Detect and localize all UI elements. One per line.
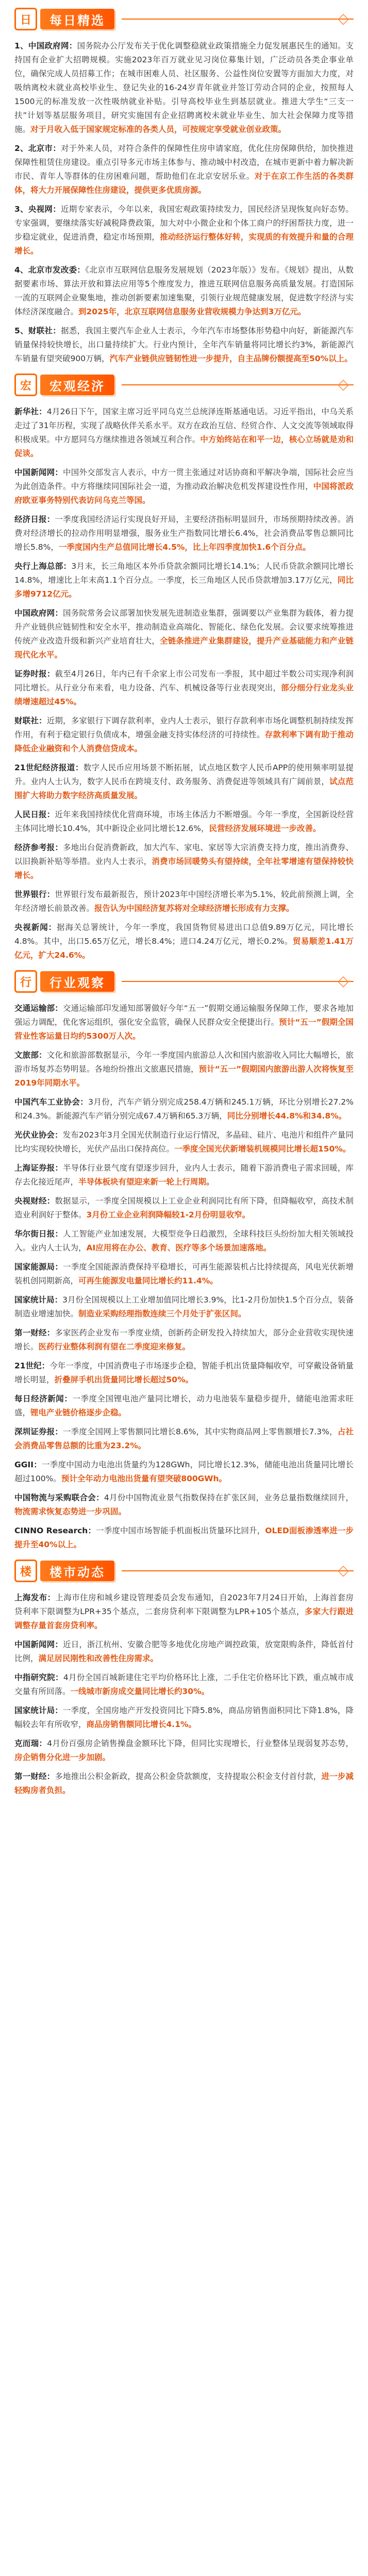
article-highlight: 中国将派政府欧亚事务特别代表访问乌克兰等国。 xyxy=(14,482,354,505)
article-source: 财联社： xyxy=(14,716,47,725)
article-highlight: 制造业采购经理指数连续三个月处于扩张区间。 xyxy=(78,1309,246,1318)
article-highlight: 3月份工业企业利润降幅较1-2月份明显收窄。 xyxy=(86,1210,250,1219)
article-body: 交通运输部印发通知部署做好今年“五一”假期交通运输服务保障工作，要求各地加强运力调配，优化客运组织，强化安全监管，确保人民群众安全便捷出行。 xyxy=(14,1004,354,1027)
article-source: 克而瑞： xyxy=(14,1739,47,1748)
section-header xyxy=(14,1556,354,1586)
article-highlight: 存款利率下调有助于推动降低企业融资和个人消费信贷成本。 xyxy=(14,730,354,753)
article-source: 深圳证券报： xyxy=(14,1427,63,1436)
article-body: 一季度中国市场智能手机面板出货量环比回升， xyxy=(96,1526,265,1535)
article-highlight: 同比分别增长44.8%和34.8%。 xyxy=(227,1111,347,1121)
article-body: 4月份百强房企销售操盘金额环比下降，但同比实现增长，行业整体呈现弱复苏态势， xyxy=(47,1739,354,1748)
article-source: 每日经济新闻： xyxy=(14,1394,73,1403)
article-highlight: 试点范围扩大将助力数字经济高质量发展。 xyxy=(14,777,354,800)
article-body: 世界银行发布最新报告，预计2023年中国经济增长率为5.1%，较此前预测上调，全年经济增长前景改善。 xyxy=(14,890,354,913)
article-highlight: 对于月收入低于国家规定标准的各类人员，可按规定享受就业创业政策。 xyxy=(30,125,287,134)
article-highlight: 消费市场回暖势头有望持续，全年社零增速有望保持较快增长。 xyxy=(14,857,354,880)
article-body: 一季度全国锂电池产量同比增长，动力电池装车量稳步提升，储能电池需求旺盛， xyxy=(14,1394,354,1417)
article-source: 国家统计局： xyxy=(14,1295,63,1304)
article-highlight: 部分细分行业龙头业绩增速超过45%。 xyxy=(14,683,354,706)
section-daily xyxy=(14,4,354,366)
article-highlight: 可再生能源发电量同比增长约11.4%。 xyxy=(78,1276,218,1285)
article-highlight: 贸易顺差1.41万亿元，扩大24.6%。 xyxy=(14,937,354,960)
article-item xyxy=(14,1770,354,1798)
header-divider xyxy=(122,1570,354,1571)
article-source: 2、北京市： xyxy=(14,144,61,153)
article-highlight: AI应用将在办公、教育、医疗等多个场景加速落地。 xyxy=(86,1243,272,1252)
article-item xyxy=(14,921,354,962)
diamond-icon: ◇ xyxy=(338,376,349,393)
article-body: 今年一季度，中国消费电子市场逐步企稳，智能手机出货量降幅收窄，可穿戴设备销量增长明显， xyxy=(14,1361,354,1384)
article-body: 近日，浙江杭州、安徽合肥等多地优化房地产调控政策，放宽限购条件，降低首付比例， xyxy=(14,1640,354,1663)
article-source: 第一财经： xyxy=(14,1328,55,1337)
article-source: 光伏业协会： xyxy=(14,1130,63,1140)
article-item xyxy=(14,560,354,601)
article-source: 中国新闻网： xyxy=(14,1640,63,1649)
article-body: 一季度全国网上零售额同比增长8.6%，其中实物商品网上零售额增长7.3%， xyxy=(62,1427,338,1436)
section-title: 行业观察 xyxy=(40,971,114,992)
article-body: 上海市住房和城乡建设管理委员会发布通知，自2023年7月24日开始，上海首套房贷利率下限调整为LPR+35个基点，二套房贷利率下限调整为LPR+105个基点， xyxy=(14,1593,354,1616)
article-body: 4月份全国百城新建住宅平均价格环比上涨，二手住宅价格环比下跌，重点城市成交量有所回落。 xyxy=(14,1673,354,1696)
article-body: 近年来我国持续优化营商环境，市场主体活力不断增强。今年一季度，全国新设经营主体同比增长10.4%，其中新设企业同比增长12.6%， xyxy=(14,810,354,833)
article-highlight: 一线城市新房成交量同比增长约30%。 xyxy=(70,1687,210,1696)
section-title: 楼市动态 xyxy=(40,1561,114,1581)
article-body: 中国外交部发言人表示，中方一贯主张通过对话协商和平解决争端，国际社会应当为此创造条件。中方将继续同国际社会一道，为推动政治解决危机发挥建设性作用， xyxy=(14,468,354,491)
article-body: 据海关总署统计，今年一季度，我国货物贸易进出口总值9.89万亿元，同比增长4.8%。其中，出口5.65万亿元，增长8.4%；进口4.24万亿元，增长0.2%。 xyxy=(14,923,354,946)
article-source: 世界银行： xyxy=(14,890,55,899)
article-highlight: 一季度全国光伏新增装机规模同比增长超150%。 xyxy=(174,1144,351,1154)
section-icon: 日 xyxy=(14,8,37,30)
article-item xyxy=(14,1048,354,1090)
article-item xyxy=(14,1591,354,1633)
article-highlight: 全链条推进产业集群建设，提升产业基础能力和产业链现代化水平。 xyxy=(14,636,354,659)
article-item xyxy=(14,1392,354,1420)
article-body: 近期，多家银行下调存款利率，业内人士表示，银行存款利率市场化调整机制持续发挥作用，有利于稳定银行负债成本，增强金融支持实体经济的可持续性。 xyxy=(14,716,354,739)
article-item xyxy=(14,1002,354,1043)
article-body: 人工智能产业加速发展，大模型竞争日趋激烈，全球科技巨头纷纷加大相关领域投入。业内人士认为， xyxy=(14,1229,354,1252)
article-item xyxy=(14,1458,354,1486)
section-macro xyxy=(14,370,354,962)
article-source: 央视新闻： xyxy=(14,923,57,932)
article-highlight: 预计全年动力电池出货量有望突破800GWh。 xyxy=(61,1474,227,1483)
article-body: 3月份全国规模以上工业增加值同比增长3.9%，比1-2月份加快1.5个百分点，装备制造业增速加快。 xyxy=(14,1295,354,1318)
article-highlight: 房企销售分化进一步加剧。 xyxy=(14,1753,111,1762)
article-body: 《北京市互联网信息服务发展规划（2023年版）》发布。《规划》提出，从数据要素市场、算法开放和算法应用等5个维度发力，推进互联网信息服务高质量发展。打造国际一流的互联网企业聚集地，推动创新要素加速集聚，引领行业规范健康发展，促进数字经济与实体经济深度融合。 xyxy=(14,265,354,316)
article-source: 上海发布： xyxy=(14,1593,56,1602)
header-divider xyxy=(122,981,354,982)
article-source: GGII： xyxy=(14,1460,42,1469)
article-item xyxy=(14,202,354,258)
article-body: 3月份，汽车产销分别完成258.4万辆和245.1万辆，环比分别增长27.2%和24.3%。新能源汽车产销分别完成67.4万辆和65.3万辆， xyxy=(14,1097,354,1121)
article-source: 国家能源局： xyxy=(14,1262,63,1272)
diamond-icon: ◇ xyxy=(338,10,349,27)
article-body: 近期专家表示，今年以来，我国宏观政策持续发力，国民经济呈现恢复向好态势。专家强调，要继续落实好减税降费政策，加大对中小微企业和个体工商户的纾困帮扶力度，进一步稳定就业，促进消费，稳定市场预期， xyxy=(14,205,354,242)
article-body: 3月末，长三角地区本外币贷款余额同比增长14.1%；人民币贷款余额同比增长14.8%，增速比上年末高1.1个百分点。一季度，长三角地区人民币贷款增加3.17万亿元， xyxy=(14,562,354,585)
article-source: 4、北京市发改委： xyxy=(14,265,86,275)
article-body: 文化和旅游部数据显示，今年一季度国内旅游总人次和国内旅游收入同比大幅增长，旅游市场复苏态势明显。各地纷纷推出文旅惠民措施， xyxy=(14,1050,354,1074)
article-highlight: 汽车产业链供应链韧性进一步提升，自主品牌份额提高至50%以上。 xyxy=(109,354,353,363)
section-header xyxy=(14,4,354,34)
section-icon: 楼 xyxy=(14,1560,37,1582)
section-title: 宏观经济 xyxy=(40,375,114,395)
article-highlight: 推动经济运行整体好转，实现质的有效提升和量的合理增长。 xyxy=(14,232,354,256)
article-item xyxy=(14,714,354,756)
article-body: 截至4月26日，年内已有千余家上市公司发布一季报，其中超过半数公司实现净利润同比增长。从行业分布来看，电力设备、汽车、机械设备等行业表现突出， xyxy=(14,669,354,692)
article-highlight: 医药行业整体利润有望在二季度迎来修复。 xyxy=(38,1342,191,1351)
article-source: 21世纪经济报道： xyxy=(14,763,83,772)
article-body: 一季度全国能源消费保持平稳增长，可再生能源装机占比持续提高，风电光伏新增装机创同期新高， xyxy=(14,1262,354,1285)
article-highlight: 满足居民刚性和改善性住房需求。 xyxy=(38,1654,159,1663)
article-item xyxy=(14,324,354,366)
article-source: 经济参考报： xyxy=(14,843,63,852)
article-highlight: 多家大行跟进调整存量首套房贷利率。 xyxy=(14,1607,354,1630)
article-body: 发布2023年3月全国光伏制造行业运行情况，多晶硅、硅片、电池片和组件产量同比均实现较快增长，光伏产品出口保持高位。 xyxy=(14,1130,354,1154)
section-realestate xyxy=(14,1556,354,1798)
article-source: 1、中国政府网： xyxy=(14,41,77,50)
header-divider xyxy=(122,384,354,385)
article-source: 中国物流与采购联合会： xyxy=(14,1493,104,1502)
article-highlight: 民营经济发展环境进一步改善。 xyxy=(209,824,321,833)
article-source: 经济日报： xyxy=(14,515,55,524)
article-body: 4月份中国物流业景气指数保持在扩张区间，业务总量指数继续回升， xyxy=(104,1493,354,1502)
article-item xyxy=(14,1161,354,1189)
article-item xyxy=(14,1671,354,1699)
article-item xyxy=(14,808,354,836)
article-source: 第一财经： xyxy=(14,1772,55,1781)
article-body: 国务院办公厅发布关于优化调整稳就业政策措施全力促发展惠民生的通知。支持国有企业扩大招聘规模。实施2023年百万就业见习岗位募集计划，广泛动员各类企事业单位，确保完成人员招募工作；在城市困难人员、社区服务、公益性岗位安置等方面加大力度，对吸纳离校未就业高校毕业生、登记失业的16-24岁青年就业并签订劳动合同的企业，按照每人1500元的标准发放一次性吸纳就业补贴。引导高校毕业生到基层就业。推进大学生“三支一扶”计划等基层服务项目，研究实施国有企业招聘离校未就业毕业生、加大社会保障力度等措施。 xyxy=(14,41,354,134)
article-item xyxy=(14,1359,354,1387)
article-item xyxy=(14,1326,354,1354)
article-body: 4月26日下午，国家主席习近平同乌克兰总统泽连斯基通电话。习近平指出，中乌关系走过了31年历程，实现了战略伙伴关系水平。双方在政治互信、经贸合作、人文交流等领域取得积极成果。中方愿同乌方继续推进各领域互利合作。 xyxy=(14,407,354,444)
header-divider xyxy=(122,19,354,20)
article-item xyxy=(14,1737,354,1765)
article-item xyxy=(14,513,354,554)
article-item xyxy=(14,1128,354,1156)
article-source: CINNO Research： xyxy=(14,1526,96,1535)
article-highlight: 中方始终站在和平一边，核心立场就是劝和促谈。 xyxy=(14,435,354,458)
article-body: 对于外来人员，对符合条件的保障性住房申请家庭，优化住房保障供给，加快推进保障性租赁住房建设。重点引导多元市场主体参与、推动城中村改造，在城市更新中着力解决新市民、青年人等群体的住房困难问题，帮助他们在北京安居乐业。 xyxy=(14,144,354,181)
article-item xyxy=(14,405,354,461)
article-highlight: 商品房销售额同比增长4.1%。 xyxy=(86,1720,197,1729)
article-body: 多地出台促消费新政，加大汽车、家电、家居等大宗消费支持力度，推出消费券、以旧换新补贴等举措。业内人士表示， xyxy=(14,843,354,866)
article-highlight: 进一步减轻购房者负担。 xyxy=(14,1772,354,1795)
article-item xyxy=(14,606,354,662)
article-highlight: 报告认为中国经济复苏将对全球经济增长形成有力支撑。 xyxy=(94,904,294,913)
article-body: 一季度，全国房地产开发投资同比下降5.8%，商品房销售面积同比下降1.8%，降幅较去年有所收窄， xyxy=(14,1706,354,1729)
article-item xyxy=(14,1293,354,1321)
article-body: 一季度我国经济运行实现良好开局，主要经济指标明显回升，市场预期持续改善。消费对经济增长的拉动作用明显增强，服务业生产指数同比增长6.4%，社会消费品零售总额同比增长5.8%， xyxy=(14,515,354,552)
article-item xyxy=(14,1638,354,1666)
article-item xyxy=(14,39,354,137)
article-highlight: 占社会消费品零售总额的比重为23.2%。 xyxy=(14,1427,354,1450)
article-source: 3、央视网： xyxy=(14,205,61,214)
article-source: 国家统计局： xyxy=(14,1706,63,1715)
article-highlight: 预计“五一”假期国内旅游出游人次将恢复至2019年同期水平。 xyxy=(14,1064,354,1088)
article-item xyxy=(14,142,354,197)
article-body: 多地推出公积金新政，提高公积金贷款额度，支持提取公积金支付首付款， xyxy=(55,1772,322,1781)
diamond-icon: ◇ xyxy=(338,1562,349,1579)
section-icon: 宏 xyxy=(14,374,37,396)
article-body: 半导体行业景气度有望逐步回升，业内人士表示，随着下游消费电子需求回暖，库存去化接近尾声， xyxy=(14,1163,354,1187)
article-highlight: 锂电产业链价格逐步企稳。 xyxy=(30,1408,127,1417)
article-body: 一季度中国动力电池出货量约为128GWh，同比增长12.3%，储能电池出货量同比增长超过100%。 xyxy=(14,1460,354,1483)
article-highlight: 物流需求恢复态势进一步巩固。 xyxy=(14,1507,127,1516)
article-source: 新华社： xyxy=(14,407,47,416)
article-item xyxy=(14,1194,354,1222)
section-title: 每日精选 xyxy=(40,9,114,29)
article-item xyxy=(14,1524,354,1552)
article-highlight: OLED面板渗透率进一步提升至40%以上。 xyxy=(14,1526,354,1549)
section-header xyxy=(14,967,354,996)
article-source: 上海证券报： xyxy=(14,1163,63,1173)
article-body: 数字人民币应用场景不断拓展，试点地区数字人民币APP的使用频率明显提升。业内人士认为，数字人民币在跨境支付、政务服务、消费促进等领域具有广阔前景， xyxy=(14,763,354,786)
article-item xyxy=(14,263,354,319)
section-industry xyxy=(14,967,354,1552)
article-source: 中国汽车工业协会： xyxy=(14,1097,89,1107)
article-highlight: 同比多增9712亿元。 xyxy=(14,575,354,599)
article-highlight: 半导体板块有望迎来新一轮上行周期。 xyxy=(78,1177,214,1187)
article-highlight: 到2025年，北京互联网信息服务业营收规模力争达到3万亿元。 xyxy=(78,307,306,316)
article-highlight: 折叠屏手机出货量同比增长超过50%。 xyxy=(54,1375,194,1384)
article-source: 央视财经： xyxy=(14,1196,55,1206)
article-body: 国务院常务会议部署加快发展先进制造业集群，强调要以产业集群为载体，着力提升产业链供应链韧性和安全水平，推动制造业高端化、智能化、绿色化发展。会议要求统筹推进传统产业改造升级和新兴产业培育壮大， xyxy=(14,608,354,646)
article-source: 人民日报： xyxy=(14,810,55,819)
article-source: 文旅部： xyxy=(14,1050,47,1060)
article-source: 中国政府网： xyxy=(14,608,63,618)
article-source: 央行上海总部： xyxy=(14,562,72,571)
article-item xyxy=(14,761,354,803)
article-body: 多家医药企业发布一季度业绩，创新药企研发投入持续加大，部分企业营收实现快速增长。 xyxy=(14,1328,354,1351)
article-source: 证券时报： xyxy=(14,669,55,679)
section-icon: 行 xyxy=(14,970,37,993)
article-source: 华尔街日报： xyxy=(14,1229,63,1239)
section-header xyxy=(14,370,354,400)
article-source: 5、财联社： xyxy=(14,326,61,335)
article-highlight: 一季度国内生产总值同比增长4.5%，比上年四季度加快1.6个百分点。 xyxy=(58,543,311,552)
article-body: 数据显示，一季度全国规模以上工业企业利润同比有所下降，但降幅收窄，高技术制造业利润好于整体。 xyxy=(14,1196,354,1219)
article-item xyxy=(14,466,354,507)
article-source: 21世纪： xyxy=(14,1361,50,1370)
article-highlight: 预计“五一”假期全国营业性客运量日均约5300万人次。 xyxy=(14,1018,354,1041)
article-item xyxy=(14,888,354,916)
article-item xyxy=(14,1227,354,1255)
article-item xyxy=(14,1704,354,1732)
article-item xyxy=(14,1425,354,1453)
article-source: 交通运输部： xyxy=(14,1004,63,1013)
diamond-icon: ◇ xyxy=(338,972,349,989)
article-item xyxy=(14,1491,354,1519)
article-item xyxy=(14,841,354,883)
article-source: 中指研究院： xyxy=(14,1673,63,1682)
article-source: 中国新闻网： xyxy=(14,468,63,477)
article-item xyxy=(14,1260,354,1288)
article-item xyxy=(14,667,354,709)
article-highlight: 对于在京工作生活的各类群体，将大力开展保障性住房建设，提供更多优质房源。 xyxy=(14,172,354,195)
article-item xyxy=(14,1095,354,1123)
article-body: 据悉，我国主要汽车企业人士表示，今年汽车市场整体形势稳中向好，新能源汽车销量保持较快增长，出口量持续扩大。行业内预计，全年汽车销量将同比增长约3%，新能源汽车销量有望突破900万辆， xyxy=(14,326,354,363)
